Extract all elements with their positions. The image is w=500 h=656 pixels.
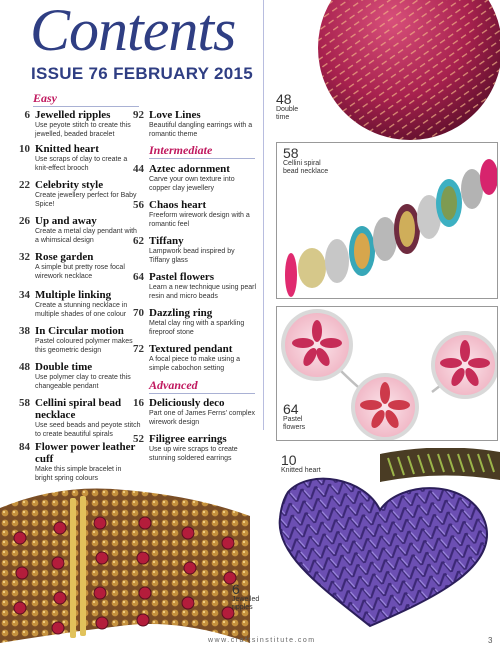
toc-title: Chaos heart [149, 199, 207, 211]
toc-entry[interactable] [10, 361, 139, 391]
toc-title: Multiple linking [35, 289, 112, 301]
toc-entry[interactable] [124, 271, 261, 301]
section-easy-heading: Easy [33, 91, 57, 105]
toc-title: Tiffany [149, 235, 184, 247]
toc-page-number: 70 [133, 307, 144, 319]
issue-line: ISSUE 76 FEBRUARY 2015 [31, 64, 254, 83]
toc-page-number: 72 [133, 343, 144, 355]
toc-description: Beautiful dangling earrings with a romantic theme [149, 122, 253, 138]
toc-description: Make this simple bracelet in bright spring colours [35, 466, 122, 482]
toc-page-number: 58 [19, 397, 30, 409]
toc-title: Knitted heart [35, 143, 99, 155]
toc-entry[interactable] [10, 251, 139, 281]
caption-pastel: 64 Pastel flowers [283, 401, 306, 431]
toc-description: Lampwork bead inspired by Tiffany glass [149, 248, 235, 264]
toc-entry[interactable] [124, 433, 261, 463]
section-easy-rule [33, 106, 139, 107]
footer-url[interactable]: www.craftsinstitute.com [208, 637, 316, 644]
toc-description: Metal clay ring with a sparkling fireproof stone [149, 320, 245, 336]
toc-title: Aztec adornment [149, 163, 230, 175]
toc-page-number: 6 [24, 109, 30, 121]
section-advanced-heading: Advanced [149, 378, 198, 392]
toc-entry[interactable] [124, 109, 259, 139]
toc-title: Love Lines [149, 109, 201, 121]
toc-title: Pastel flowers [149, 271, 215, 283]
toc-page-number: 52 [133, 433, 144, 445]
toc-entry[interactable] [10, 179, 139, 209]
toc-title: Filigree earrings [149, 433, 227, 445]
toc-description: Part one of James Ferns' complex wirework design [149, 410, 255, 426]
toc-page-number: 48 [19, 361, 30, 373]
toc-title: Deliciously deco [149, 397, 225, 409]
toc-description: Use seed beads and peyote stitch to create beautiful spirals [35, 422, 141, 438]
toc-page-number: 62 [133, 235, 144, 247]
toc-description: Pastel coloured polymer makes this geometric design [35, 338, 133, 354]
toc-page-number: 92 [133, 109, 144, 121]
toc-entry[interactable] [10, 215, 139, 245]
toc-entry[interactable] [10, 441, 139, 483]
toc-entry[interactable] [124, 235, 249, 265]
toc-entry[interactable] [124, 343, 261, 373]
toc-description: Use up wire scraps to create stunning soldered earrings [149, 446, 238, 462]
toc-title: Celebrity style [35, 179, 104, 191]
page-title: Contents [30, 0, 236, 63]
toc-page-number: 32 [19, 251, 30, 263]
toc-entry[interactable] [124, 199, 257, 229]
toc-description: Use peyote stitch to create this jewelled, beaded bracelet [35, 122, 131, 138]
section-advanced-rule [149, 393, 255, 394]
toc-title: Rose garden [35, 251, 94, 263]
toc-description: Use scraps of clay to create a knit-effect brooch [35, 156, 128, 172]
toc-description: Freeform wirework design with a romantic feel [149, 212, 250, 228]
double-time-bead-photo [300, 0, 500, 140]
toc-description: A focal piece to make using a simple cabochon setting [149, 356, 241, 372]
toc-title: Double time [35, 361, 93, 373]
toc-page-number: 10 [19, 143, 30, 155]
toc-page-number: 26 [19, 215, 30, 227]
toc-title: Dazzling ring [149, 307, 213, 319]
caption-jewelled: 6 Jewelled ripples [232, 581, 260, 611]
caption-double-time: 48 Double time [276, 91, 299, 121]
toc-title: In Circular motion [35, 325, 124, 337]
column-divider [263, 0, 264, 430]
toc-page-number: 22 [19, 179, 30, 191]
toc-page-number: 64 [133, 271, 144, 283]
caption-knitted: 10 Knitted heart [281, 452, 321, 474]
toc-description: Carve your own texture into copper clay jewellery [149, 176, 235, 192]
toc-title: Textured pendant [149, 343, 233, 355]
section-intermediate-rule [149, 158, 255, 159]
toc-page-number: 38 [19, 325, 30, 337]
toc-description: Create jewellery perfect for Baby Spice! [35, 192, 137, 208]
toc-page-number: 44 [133, 163, 144, 175]
jewelled-ripples-photo [0, 478, 250, 648]
toc-entry[interactable] [124, 397, 261, 427]
toc-description: Create a metal clay pendant with a whimsical design [35, 228, 137, 244]
caption-cellini: 58 Cellini spiral bead necklace [283, 145, 329, 175]
toc-title: Up and away [35, 215, 97, 227]
section-intermediate-heading: Intermediate [149, 143, 213, 157]
toc-description: Learn a new technique using pearl resin and micro beads [149, 284, 257, 300]
toc-title: Cellini spiral bead necklace [35, 397, 122, 421]
toc-page-number: 84 [19, 441, 30, 453]
toc-entry[interactable] [10, 143, 139, 173]
toc-page-number: 34 [19, 289, 30, 301]
toc-description: A simple but pretty rose focal wirework necklace [35, 264, 125, 280]
toc-entry[interactable] [124, 307, 261, 337]
toc-description: Create a stunning necklace in multiple shades of one colour [35, 302, 128, 318]
toc-entry[interactable] [124, 163, 257, 193]
knitted-heart-photo [270, 470, 500, 630]
toc-page-number: 16 [133, 397, 144, 409]
toc-title: Jewelled ripples [35, 109, 111, 121]
toc-title: Flower power leather cuff [35, 441, 136, 465]
toc-page-number: 56 [133, 199, 144, 211]
toc-description: Use polymer clay to create this changeable pendant [35, 374, 131, 390]
page-number: 3 [488, 636, 493, 645]
